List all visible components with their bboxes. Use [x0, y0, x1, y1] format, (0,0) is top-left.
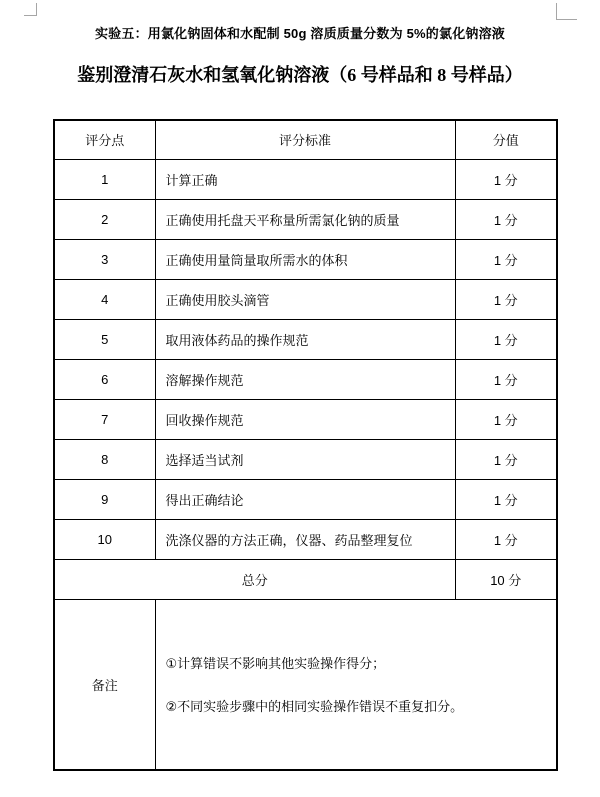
- table-row: [54, 319, 557, 359]
- row-point: 5: [54, 319, 155, 359]
- row-point: 9: [54, 479, 155, 519]
- row-criteria: 正确使用胶头滴管: [155, 279, 455, 319]
- text-boundary-mark-top-right: [556, 3, 577, 20]
- header-criteria: 评分标准: [155, 120, 455, 159]
- row-point: 3: [54, 239, 155, 279]
- row-criteria: 取用液体药品的操作规范: [155, 319, 455, 359]
- row-point: 7: [54, 399, 155, 439]
- row-point: 6: [54, 359, 155, 399]
- table-row: [54, 399, 557, 439]
- row-score: 1 分: [455, 519, 557, 559]
- row-score: 1 分: [455, 319, 557, 359]
- row-criteria: 得出正确结论: [155, 479, 455, 519]
- table-row: [54, 159, 557, 199]
- row-point: 8: [54, 439, 155, 479]
- remark-row: [54, 599, 557, 770]
- row-score: 1 分: [455, 399, 557, 439]
- row-score: 1 分: [455, 279, 557, 319]
- table-row: [54, 279, 557, 319]
- table-row: [54, 479, 557, 519]
- table-row: [54, 239, 557, 279]
- table-row: [54, 359, 557, 399]
- total-row: [54, 559, 557, 599]
- row-criteria: 洗涤仪器的方法正确，仪器、药品整理复位: [155, 519, 455, 559]
- text-boundary-mark-top-left: [24, 3, 37, 16]
- table-row: [54, 439, 557, 479]
- row-point: 4: [54, 279, 155, 319]
- experiment-subtitle: 鉴别澄清石灰水和氢氧化钠溶液（6 号样品和 8 号样品）: [77, 65, 523, 85]
- total-label: 总分: [54, 559, 455, 599]
- table-row: [54, 519, 557, 559]
- remark-body: [155, 599, 557, 770]
- remark-label: 备注: [54, 599, 155, 770]
- row-score: 1 分: [455, 239, 557, 279]
- row-criteria: 计算正确: [155, 159, 455, 199]
- row-point: 1: [54, 159, 155, 199]
- row-point: 2: [54, 199, 155, 239]
- row-criteria: 回收操作规范: [155, 399, 455, 439]
- row-score: 1 分: [455, 439, 557, 479]
- row-score: 1 分: [455, 479, 557, 519]
- table-row: [54, 199, 557, 239]
- grading-rubric-table: [53, 119, 558, 771]
- experiment-title: 实验五：用氯化钠固体和水配制 50g 溶质质量分数为 5%的氯化钠溶液: [94, 26, 506, 41]
- remark-item-1: ①计算错误不影响其他实验操作得分；: [165, 656, 386, 672]
- remark-item-2: ②不同实验步骤中的相同实验操作错误不重复扣分。: [165, 699, 464, 715]
- header-score-point: 评分点: [54, 120, 155, 159]
- header-value: 分值: [455, 120, 557, 159]
- row-point: 10: [54, 519, 155, 559]
- row-score: 1 分: [455, 159, 557, 199]
- row-criteria: 正确使用托盘天平称量所需氯化钠的质量: [155, 199, 455, 239]
- table-header-row: [54, 120, 557, 159]
- row-score: 1 分: [455, 359, 557, 399]
- row-score: 1 分: [455, 199, 557, 239]
- total-score: 10 分: [455, 559, 557, 599]
- row-criteria: 正确使用量筒量取所需水的体积: [155, 239, 455, 279]
- row-criteria: 选择适当试剂: [155, 439, 455, 479]
- row-criteria: 溶解操作规范: [155, 359, 455, 399]
